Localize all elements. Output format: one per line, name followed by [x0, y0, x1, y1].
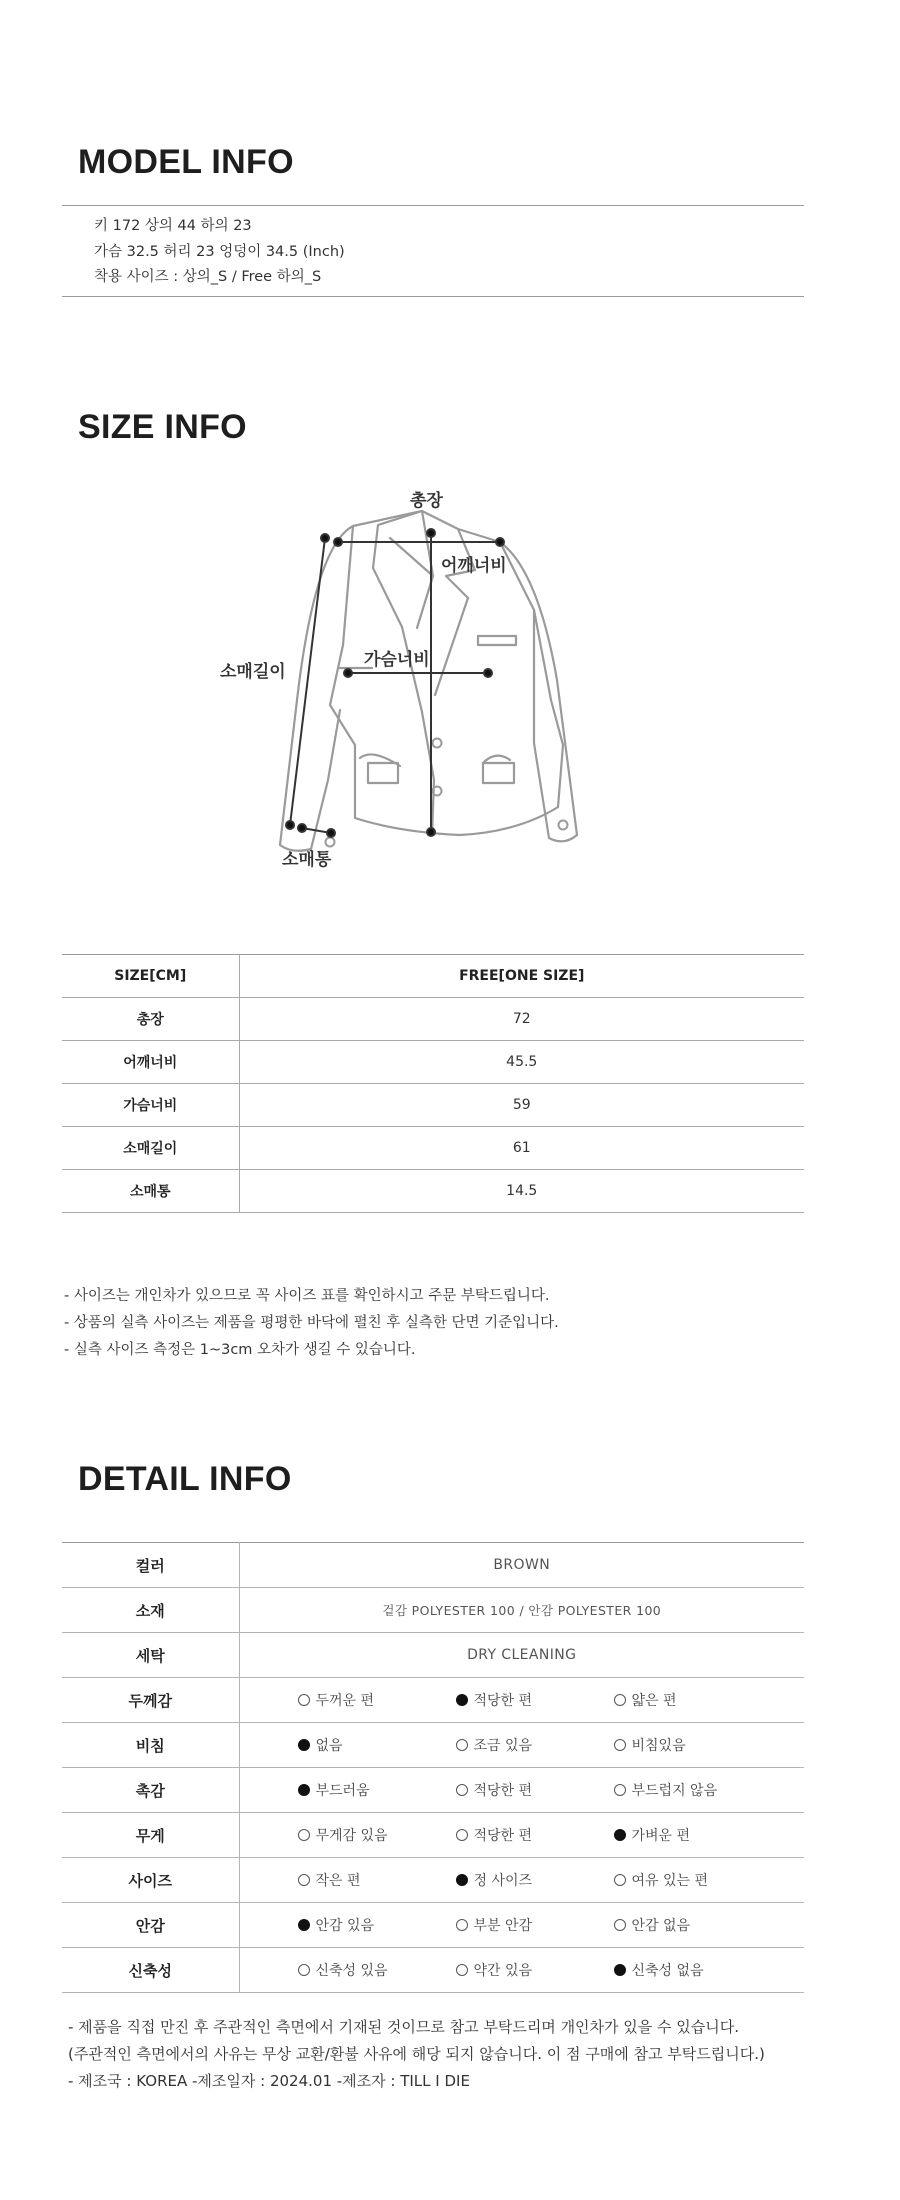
- table-row: [62, 1127, 804, 1170]
- option-item: [614, 1870, 772, 1890]
- option-item: [298, 1735, 456, 1755]
- label-sleeve-width: 소매통: [282, 850, 332, 870]
- measure-point: [334, 538, 342, 546]
- sleeve-length-line: [290, 538, 325, 825]
- jacket-size-diagram: [200, 480, 660, 880]
- cuff-button-icon: [559, 821, 568, 830]
- option-label: 조금 있음: [473, 1738, 533, 1754]
- button-icon: [433, 739, 442, 748]
- option-item: [298, 1915, 456, 1935]
- empty-circle-icon: [298, 1964, 310, 1976]
- filled-circle-icon: [456, 1874, 468, 1886]
- note-line: - 사이즈는 개인차가 있으므로 꼭 사이즈 표를 확인하시고 주문 부탁드립니다.: [64, 1288, 550, 1304]
- option-item: [456, 1960, 614, 1980]
- table-row: [62, 1723, 804, 1768]
- option-label: 얇은 편: [631, 1693, 677, 1709]
- filled-circle-icon: [298, 1739, 310, 1751]
- size-info-title: SIZE INFO: [78, 408, 247, 446]
- table-row: [62, 1768, 804, 1813]
- empty-circle-icon: [614, 1739, 626, 1751]
- table-row: [62, 1084, 804, 1127]
- option-label: 비침있음: [631, 1738, 686, 1754]
- label-shoulder: 어깨너비: [441, 556, 507, 576]
- table-row: [62, 1633, 804, 1678]
- detail-row-value: DRY CLEANING: [467, 1647, 577, 1663]
- measure-point: [298, 824, 306, 832]
- empty-circle-icon: [614, 1919, 626, 1931]
- option-item: [456, 1915, 614, 1935]
- empty-circle-icon: [456, 1919, 468, 1931]
- option-group: [240, 1915, 805, 1935]
- option-label: 정 사이즈: [473, 1873, 533, 1889]
- size-row-value: 59: [512, 1097, 531, 1113]
- jacket-illustration: [200, 480, 660, 880]
- model-info-lines: [94, 214, 345, 291]
- note-line: - 실측 사이즈 측정은 1~3cm 오차가 생길 수 있습니다.: [64, 1342, 416, 1358]
- detail-row-label: 무게: [62, 1813, 239, 1858]
- empty-circle-icon: [614, 1784, 626, 1796]
- detail-row-label: 촉감: [62, 1768, 239, 1813]
- option-item: [614, 1780, 772, 1800]
- empty-circle-icon: [456, 1739, 468, 1751]
- table-row: [62, 1858, 804, 1903]
- left-pocket-flap: [368, 763, 398, 783]
- detail-row-options: [239, 1723, 804, 1768]
- option-group: [240, 1690, 805, 1710]
- table-row: [62, 1948, 804, 1993]
- right-lapel: [435, 529, 475, 695]
- table-row: [62, 1903, 804, 1948]
- left-lapel: [373, 511, 422, 627]
- option-label: 신축성 없음: [631, 1963, 704, 1979]
- size-row-value: 14.5: [506, 1183, 538, 1199]
- option-label: 무게감 있음: [315, 1828, 388, 1844]
- option-label: 작은 편: [315, 1873, 361, 1889]
- label-chest: 가슴너비: [364, 650, 430, 670]
- option-label: 부드럽지 않음: [631, 1783, 718, 1799]
- detail-row-options: [239, 1768, 804, 1813]
- option-item: [456, 1735, 614, 1755]
- option-item: [298, 1825, 456, 1845]
- detail-row-label: 소재: [62, 1588, 239, 1633]
- option-label: 안감 없음: [631, 1918, 691, 1934]
- measure-point: [427, 529, 435, 537]
- option-rows: [62, 1678, 804, 1993]
- divider: [62, 205, 804, 206]
- empty-circle-icon: [614, 1874, 626, 1886]
- measure-point: [286, 821, 294, 829]
- option-item: [298, 1780, 456, 1800]
- size-notes: [64, 1283, 559, 1364]
- filled-circle-icon: [298, 1784, 310, 1796]
- detail-row-label: 안감: [62, 1903, 239, 1948]
- detail-row-label: 신축성: [62, 1948, 239, 1993]
- detail-row-label: 두께감: [62, 1678, 239, 1723]
- measure-point: [484, 669, 492, 677]
- size-row-label: 소매통: [62, 1170, 239, 1213]
- option-group: [240, 1870, 805, 1890]
- size-row-value: 61: [512, 1140, 531, 1156]
- option-item: [456, 1690, 614, 1710]
- size-table: [62, 954, 804, 1213]
- empty-circle-icon: [456, 1964, 468, 1976]
- detail-row-options: [239, 1813, 804, 1858]
- footer-line: - 제품을 직접 만진 후 주관적인 측면에서 기재된 것이므로 참고 부탁드리며 개인차가 있을 수 있습니다.: [68, 2018, 740, 2036]
- table-row: [62, 1588, 804, 1633]
- right-pocket-flap: [483, 763, 514, 783]
- size-row-value: 45.5: [506, 1054, 538, 1070]
- right-pocket-curve: [483, 756, 510, 763]
- option-group: [240, 1780, 805, 1800]
- model-info-title: MODEL INFO: [78, 143, 294, 181]
- size-header-cell: FREE[ONE SIZE]: [459, 968, 585, 984]
- detail-row-label: 사이즈: [62, 1858, 239, 1903]
- measure-point: [427, 828, 435, 836]
- detail-table: [62, 1542, 804, 1993]
- left-sleeve-outline: [280, 526, 353, 851]
- detail-row-options: [239, 1948, 804, 1993]
- measure-point: [327, 829, 335, 837]
- option-item: [456, 1825, 614, 1845]
- table-row: [62, 1170, 804, 1213]
- right-sleeve-outline: [500, 542, 577, 841]
- detail-info-title: DETAIL INFO: [78, 1460, 292, 1498]
- label-length: 총장: [410, 491, 443, 511]
- table-row: [62, 1543, 804, 1588]
- option-label: 두꺼운 편: [315, 1693, 375, 1709]
- option-label: 부드러움: [315, 1783, 370, 1799]
- detail-row-value: BROWN: [493, 1557, 551, 1573]
- table-row: [62, 1813, 804, 1858]
- filled-circle-icon: [456, 1694, 468, 1706]
- option-item: [298, 1870, 456, 1890]
- size-row-label: 소매길이: [62, 1127, 239, 1170]
- measure-point: [321, 534, 329, 542]
- empty-circle-icon: [298, 1829, 310, 1841]
- footer-line: - 제조국 : KOREA -제조일자 : 2024.01 -제조자 : TILL I DIE: [68, 2072, 470, 2090]
- footer-line: (주관적인 측면에서의 사유는 무상 교환/환불 사유에 해당 되지 않습니다. 이 점 구매에 참고 부탁드립니다.): [68, 2045, 765, 2063]
- option-label: 적당한 편: [473, 1783, 533, 1799]
- option-label: 부분 안감: [473, 1918, 533, 1934]
- option-item: [614, 1735, 772, 1755]
- footer-notes: [68, 2014, 765, 2095]
- detail-row-label: 비침: [62, 1723, 239, 1768]
- filled-circle-icon: [614, 1964, 626, 1976]
- model-line: 가슴 32.5 허리 23 엉덩이 34.5 (Inch): [94, 243, 345, 260]
- model-line: 키 172 상의 44 하의 23: [94, 218, 252, 234]
- chest-pocket-right: [478, 636, 516, 645]
- divider: [62, 296, 804, 297]
- detail-row-value: 겉감 POLYESTER 100 / 안감 POLYESTER 100: [382, 1603, 662, 1618]
- option-label: 가벼운 편: [631, 1828, 691, 1844]
- detail-row-options: [239, 1678, 804, 1723]
- empty-circle-icon: [298, 1694, 310, 1706]
- empty-circle-icon: [614, 1694, 626, 1706]
- option-label: 신축성 있음: [315, 1963, 388, 1979]
- detail-row-label: 컬러: [62, 1543, 239, 1588]
- filled-circle-icon: [298, 1919, 310, 1931]
- cuff-button-icon: [326, 838, 335, 847]
- size-row-label: 가슴너비: [62, 1084, 239, 1127]
- size-row-value: 72: [512, 1011, 531, 1027]
- size-header-cell: SIZE[CM]: [62, 955, 239, 998]
- measure-point: [344, 669, 352, 677]
- table-row: [62, 1041, 804, 1084]
- model-line: 착용 사이즈 : 상의_S / Free 하의_S: [94, 269, 322, 285]
- size-table-header: [62, 955, 804, 998]
- size-row-label: 총장: [62, 998, 239, 1041]
- option-label: 적당한 편: [473, 1828, 533, 1844]
- option-label: 여유 있는 편: [631, 1873, 709, 1889]
- option-label: 적당한 편: [473, 1693, 533, 1709]
- detail-row-options: [239, 1903, 804, 1948]
- detail-row-options: [239, 1858, 804, 1903]
- option-label: 안감 있음: [315, 1918, 375, 1934]
- empty-circle-icon: [456, 1784, 468, 1796]
- table-row: [62, 1678, 804, 1723]
- option-label: 약간 있음: [473, 1963, 533, 1979]
- option-item: [298, 1960, 456, 1980]
- option-item: [614, 1915, 772, 1935]
- option-item: [298, 1690, 456, 1710]
- filled-circle-icon: [614, 1829, 626, 1841]
- measure-point: [496, 538, 504, 546]
- option-group: [240, 1735, 805, 1755]
- option-group: [240, 1960, 805, 1980]
- option-label: 없음: [315, 1738, 343, 1754]
- table-row: [62, 998, 804, 1041]
- option-group: [240, 1825, 805, 1845]
- option-item: [614, 1960, 772, 1980]
- note-line: - 상품의 실측 사이즈는 제품을 평평한 바닥에 펼친 후 실측한 단면 기준입니다.: [64, 1315, 559, 1331]
- left-pocket-curve: [360, 754, 400, 766]
- option-item: [456, 1870, 614, 1890]
- label-sleeve-length: 소매길이: [220, 662, 286, 682]
- option-item: [614, 1825, 772, 1845]
- empty-circle-icon: [456, 1829, 468, 1841]
- size-row-label: 어깨너비: [62, 1041, 239, 1084]
- detail-row-label: 세탁: [62, 1633, 239, 1678]
- option-item: [614, 1690, 772, 1710]
- empty-circle-icon: [298, 1874, 310, 1886]
- option-item: [456, 1780, 614, 1800]
